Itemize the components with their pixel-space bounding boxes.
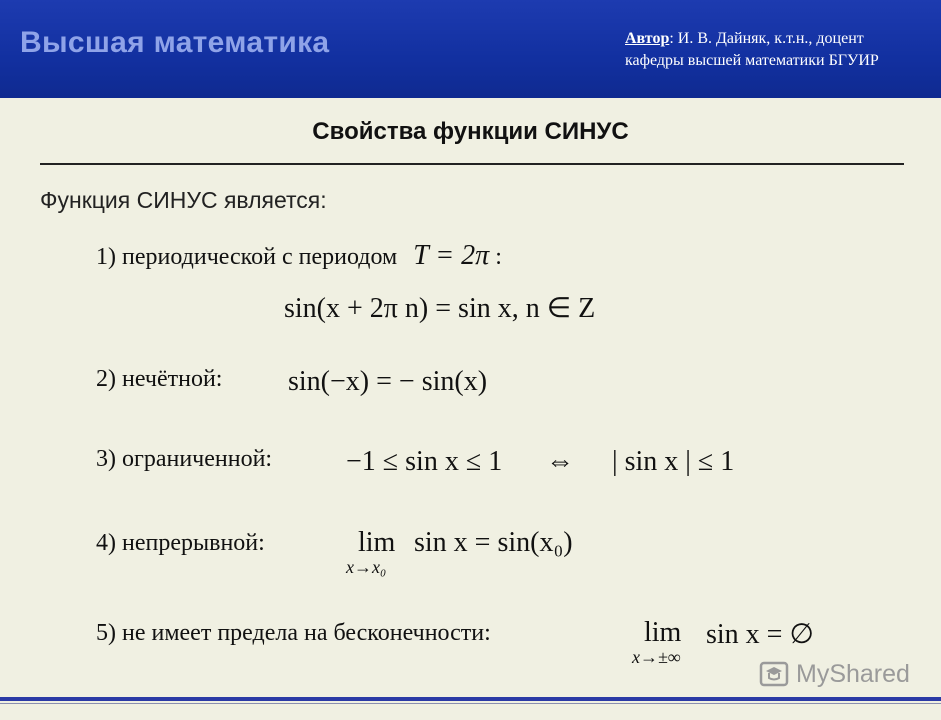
author-name: : И. В. Дайняк, к.т.н., доцент bbox=[669, 30, 864, 47]
title-divider bbox=[40, 163, 904, 165]
formula-periodic: sin(x + 2π n) = sin x, n ∈ Z bbox=[284, 293, 596, 324]
property-3-label: 3) ограниченной: bbox=[96, 446, 273, 472]
intro-text: Функция СИНУС является: bbox=[40, 187, 327, 213]
property-1-label: 1) периодической с периодом bbox=[96, 244, 398, 270]
slide-header bbox=[0, 0, 941, 98]
author-block bbox=[625, 28, 925, 72]
watermark-text: MyShared bbox=[796, 659, 910, 688]
mortarboard-icon bbox=[758, 659, 790, 689]
limit-continuity bbox=[346, 527, 396, 578]
lim-subscript: x→±∞ bbox=[632, 647, 681, 667]
author-label: Автор bbox=[625, 30, 670, 47]
footer-line-thin bbox=[0, 703, 941, 704]
slide-title: Свойства функции СИНУС bbox=[312, 118, 629, 145]
property-2-label: 2) нечётной: bbox=[96, 366, 223, 392]
author-line-2: кафедры высшей математики БГУИР bbox=[625, 52, 879, 69]
property-1-suffix: : bbox=[495, 244, 502, 270]
property-5-label: 5) не имеет предела на бесконечности: bbox=[96, 620, 491, 646]
limit-infinity bbox=[632, 617, 682, 668]
equivalence-symbol: ⇔ bbox=[546, 446, 574, 477]
lim-operator: lim bbox=[358, 527, 396, 558]
lim-subscript: x→x₀ bbox=[346, 557, 387, 577]
property-1 bbox=[96, 240, 502, 272]
formula-continuity: sin x = sin(x₀) bbox=[414, 527, 573, 558]
formula-no-limit: sin x = ∅ bbox=[706, 619, 814, 650]
course-title: Высшая математика bbox=[20, 26, 330, 59]
formula-odd: sin(−x) = − sin(x) bbox=[288, 366, 488, 397]
watermark bbox=[758, 654, 910, 694]
footer-line bbox=[0, 697, 941, 701]
period-formula: T = 2π bbox=[413, 240, 490, 271]
lim-operator: lim bbox=[644, 617, 682, 648]
author-line-1 bbox=[625, 28, 925, 50]
property-4-label: 4) непрерывной: bbox=[96, 530, 265, 556]
formula-bounded: −1 ≤ sin x ≤ 1 bbox=[346, 446, 503, 477]
formula-abs-bounded: | sin x | ≤ 1 bbox=[612, 446, 735, 477]
